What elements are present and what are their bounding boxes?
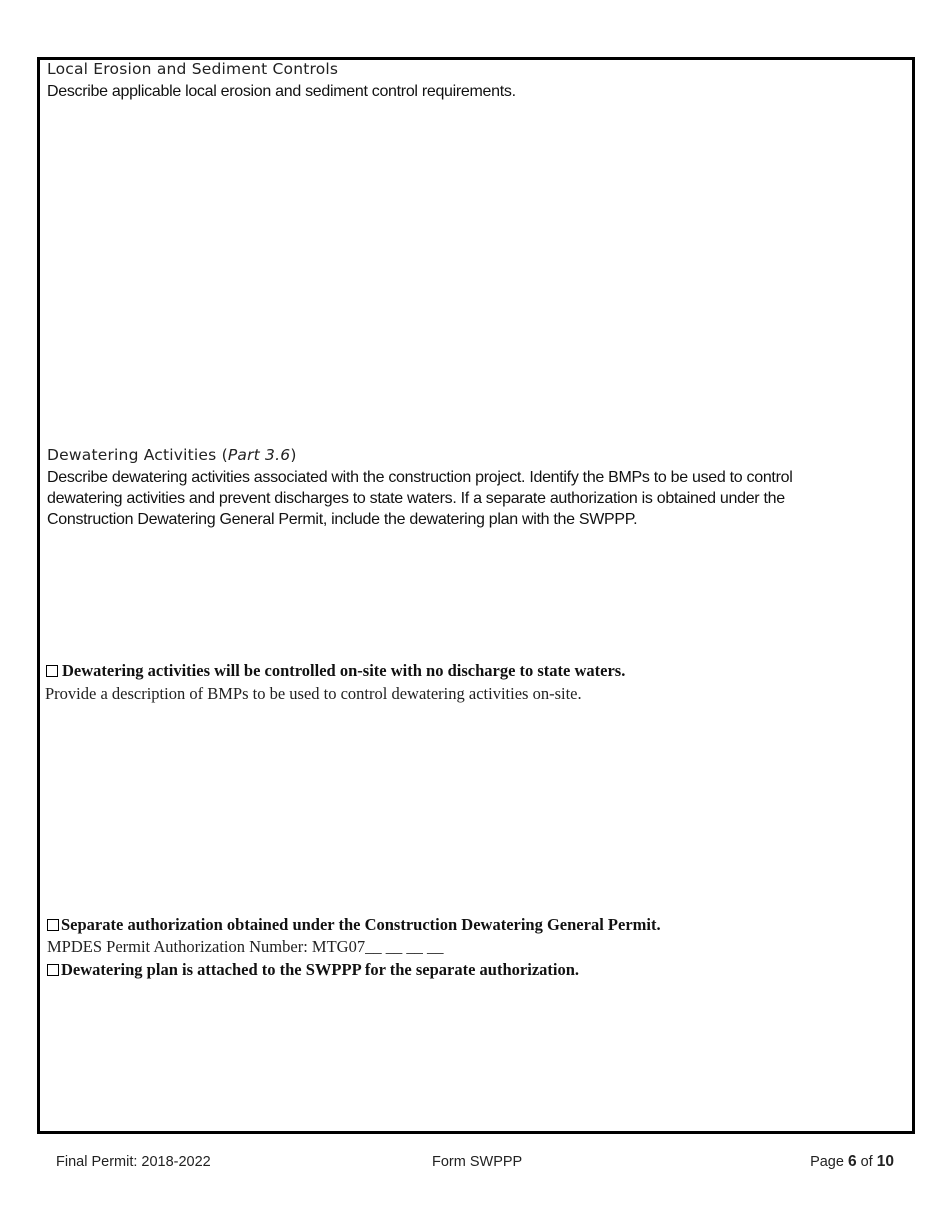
separate-authorization-option	[47, 915, 661, 935]
dewatering-title-close: )	[290, 446, 297, 464]
footer-form-name: Form SWPPP	[432, 1154, 523, 1170]
local-erosion-title: Local Erosion and Sediment Controls	[47, 60, 339, 78]
dewatering-title-part: Part 3.6	[227, 446, 291, 464]
local-erosion-description: Describe applicable local erosion and sediment control requirements.	[47, 83, 516, 100]
footer-page-prefix: Page	[810, 1154, 848, 1170]
dewatering-plan-checkbox[interactable]	[47, 964, 59, 976]
dewatering-title-text: Dewatering Activities (	[47, 446, 228, 464]
footer-page-of: of	[856, 1154, 877, 1170]
onsite-option	[46, 661, 625, 681]
separate-authorization-checkbox[interactable]	[47, 919, 59, 931]
separate-authorization-label: Separate authorization obtained under the Construction Dewatering General Permit.	[61, 915, 661, 934]
dewatering-description-line-3: Construction Dewatering General Permit, include the dewatering plan with the SWPPP.	[47, 511, 638, 528]
footer-page-number	[810, 1153, 894, 1171]
dewatering-description-line-2: dewatering activities and prevent discharges to state waters. If a separate authorization is obtained under the	[47, 490, 785, 507]
permit-number-line: MPDES Permit Authorization Number: MTG07__ __ __ __	[47, 937, 444, 956]
dewatering-description-line-1: Describe dewatering activities associated with the construction project. Identify the BMPs to be used to control	[47, 469, 793, 486]
onsite-description: Provide a description of BMPs to be used to control dewatering activities on-site.	[45, 684, 582, 703]
footer-page-total: 10	[876, 1153, 894, 1170]
dewatering-title	[47, 446, 297, 464]
footer-page-current: 6	[847, 1153, 857, 1170]
dewatering-plan-label: Dewatering plan is attached to the SWPPP for the separate authorization.	[61, 960, 580, 979]
dewatering-plan-option	[47, 960, 579, 980]
onsite-checkbox-label: Dewatering activities will be controlled on-site with no discharge to state waters.	[62, 661, 626, 680]
footer-permit-years: Final Permit: 2018-2022	[56, 1154, 211, 1170]
onsite-checkbox[interactable]	[46, 665, 58, 677]
